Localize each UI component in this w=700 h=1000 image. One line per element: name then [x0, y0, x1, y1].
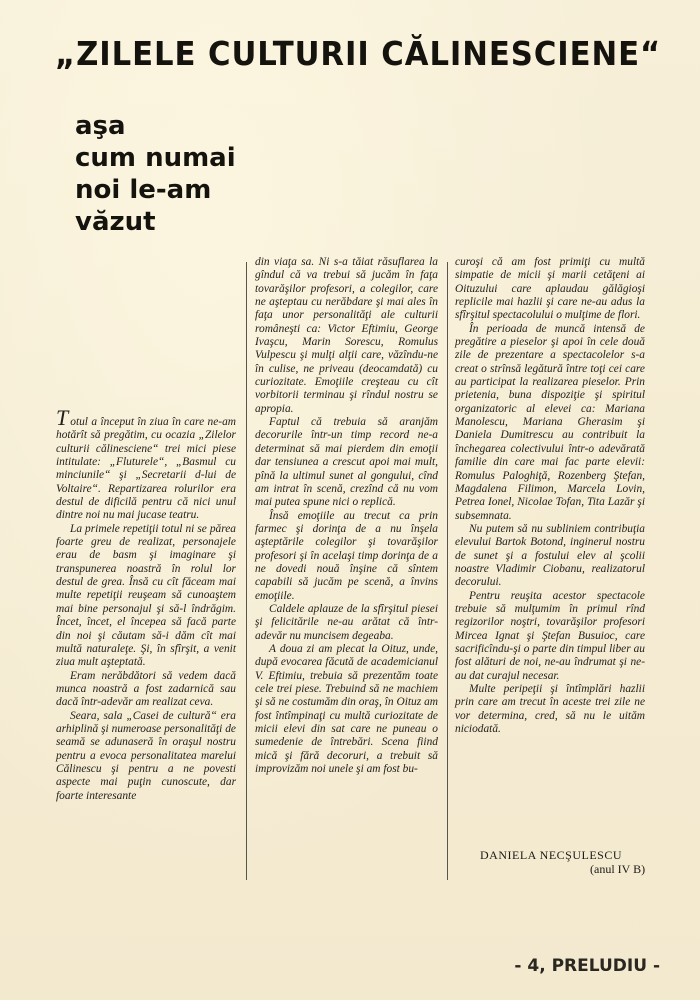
- column-divider: [246, 262, 247, 880]
- paragraph: În perioada de muncă intensă de pregătire a pieselor şi apoi în cele două zile de prezentare a spectacolelor s-a creat o strînsă legătură între toţi cei care au participat la realizarea pieselor. Prin prietenia, buna dispoziţie şi spiritul organizatoric al elevei ca: Mariana Manolescu, Mariana Gherasim şi Daniela Dumitrescu au contribuit la închegarea colectivului într-o adevărată familie din care mai fac parte elevii: Romulus Paloghiţă, Rozenberg Ştefan, Magdalena Filimon, Marcela Lovin, Petrea Ionel, Nicolae Tofan, Tita Lazăr şi subsemnata.: [455, 322, 645, 522]
- paragraph: A doua zi am plecat la Oituz, unde, după evocarea făcută de academicianul V. Eftimiu, trebuia să prezentăm toate cele trei piese. Trebuind să ne machiem şi să ne costumăm din oraş, în Oituz am fost întîmpinaţi cu multă curiozitate de micii elevi din sat care ne puneau o sumedenie de întrebări. Scena fiind mică şi fără decoruri, a trebuit să improvizăm noi unele şi am fost bu-: [255, 642, 438, 776]
- paragraph: din viaţa sa. Ni s-a tăiat răsuflarea la gîndul că va trebui să jucăm în faţa tovarăşilor profesori, a colegilor, care ne aşteptau cu nerăbdare şi mai ales în faţa unor personalităţi ale culturii româneşti ca: Victor Eftimiu, George Ivaşcu, Marin Sorescu, Romulus Vulpescu şi mulţi alţii care, văzîndu-ne în culise, ne priveau (deocamdată) cu curiozitate. Emoţiile creşteau cu cît vorbitorii terminau şi rîndul nostru se apropia.: [255, 256, 438, 415]
- text-column-1: [56, 405, 236, 881]
- article-subtitle: [75, 110, 275, 238]
- author-class: (anul IV B): [590, 862, 646, 876]
- subtitle-line: cum numai: [75, 143, 236, 173]
- paragraph: La primele repetiţii totul ni se părea foarte greu de realizat, personajele erau de basm şi imaginare şi transpunerea noastră în rolul lor destul de grea. Însă cu cît făceam mai multe repetiţii reuşeam să cunoaştem mai bine personajul şi să-l îndrăgim. Încet, încet, el începea să facă parte din noi şi căutam să-i dăm cît mai multă naturaleţe. Şi, în sfîrşit, a venit ziua mult aşteptată.: [56, 522, 236, 669]
- subtitle-line: aşa: [75, 111, 126, 141]
- paragraph: curoşi că am fost primiţi cu multă simpatie de micii şi marii cetăţeni ai Oituzului care aplaudau gălăgioşi replicile mai hazlii şi care ne-au adus la sfîrşitul spectacolului o mulţime de flori.: [455, 256, 645, 322]
- paragraph: Multe peripeţii şi întîmplări hazlii prin care am trecut în aceste trei zile ne vor determina, cred, să nu le uităm niciodată.: [455, 683, 645, 736]
- paragraph: Însă emoţiile au trecut ca prin farmec şi dorinţa de a nu înşela aşteptările colegilor şi tovarăşilor profesori şi în acelaşi timp dorinţa de a ne dovedi nouă înşine că sîntem capabili să jucăm pe scenă, a învins emoţiile.: [255, 509, 438, 602]
- text-column-2: [255, 256, 438, 878]
- article-title: „ZILELE CULTURII CĂLINESCIENE“: [55, 34, 662, 73]
- text-column-3: [455, 256, 645, 846]
- paragraph: Faptul că trebuia să aranjăm decorurile într-un timp record ne-a determinat să mai pierdem din emoţii dar tensiunea a crescut apoi mai mult, pînă la ultimul sunet al gongului, cînd am intrat în scenă, crezînd că nu vom mai putea spune nici o replică.: [255, 416, 438, 509]
- subtitle-line: noi le-am: [75, 175, 212, 205]
- paragraph-text: otul a început în ziua în care ne-am hotărît să pregătim, cu ocazia „Zilelor culturii călinesciene“ trei mici piese intitulate: „Fluturele“, „Basmul cu minciunile“ şi „Secretarii d-lui de Voltaire“. Repartizarea rolurilor era destul de dificilă pentru că nici unul dintre noi nu mai jucase teatru.: [56, 416, 236, 522]
- paragraph: Pentru reuşita acestor spectacole trebuie să mulţumim în primul rînd regizorilor noştri, tovarăşilor profesori Mircea Ignat şi Ştefan Busuioc, care sacrificîndu-şi o parte din timpul liber au fost alături de noi, ne-au îndrumat şi ne-au dat curajul necesar.: [455, 589, 645, 682]
- paragraph: Seara, sala „Casei de cultură“ era arhiplină şi numeroase personalităţi de seamă se adunaseră în oraşul nostru pentru a evoca personalitatea marelui Călinescu şi pentru a ne povesti aspecte mai puţin cunoscute, dar foarte interesante: [56, 709, 236, 802]
- paragraph: [56, 405, 236, 523]
- author-signature: DANIELA NECŞULESCU: [480, 848, 623, 862]
- column-divider: [447, 262, 448, 880]
- page-footer: - 4, PRELUDIU -: [514, 956, 660, 976]
- paragraph: Caldele aplauze de la sfîrşitul piesei şi felicitările ne-au arătat că într-adevăr nu muncisem degeaba.: [255, 602, 438, 642]
- drop-cap: T: [56, 405, 69, 430]
- subtitle-line: văzut: [75, 207, 156, 237]
- paragraph: Nu putem să nu subliniem contribuţia elevului Bartok Botond, inginerul nostru de sunet şi a fostului elev al şcolii noastre Vladimir Ciobanu, realizatorul decorului.: [455, 522, 645, 589]
- paragraph: Eram nerăbdători să vedem dacă munca noastră a fost zadarnică sau dacă într-adevăr am realizat ceva.: [56, 669, 236, 709]
